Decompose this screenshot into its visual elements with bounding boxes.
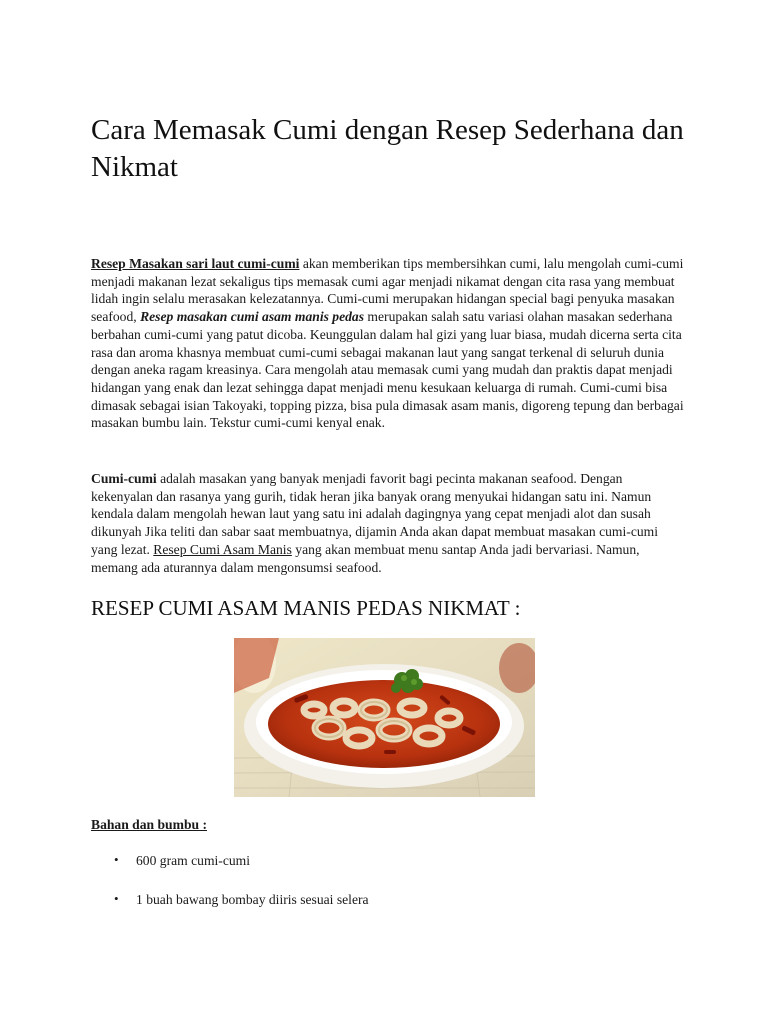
second-text-b: yang akan membuat menu santap Anda jadi bervariasi. Namun, memang ada aturannya dalam mengonsumsi seafood. [91,541,640,575]
ingredients-list [112,852,369,930]
intro-text-b: merupakan salah satu variasi olahan masakan sederhana berbahan cumi-cumi yang patut dicoba. Keunggulan dalam hal gizi yang luar biasa, mudah dicerna serta cita rasa dan aroma khasnya membuat cumi-cumi sebagai makanan laut yang sangat terkenal di seluruh dunia dengan aneka ragam kreasinya. Cara mengolah atau memasak cumi yang mudah dan praktis dapat menjadi hidangan yang enak dan lezat sehingga dapat menjadi menu kesukaan keluarga di rumah. Cumi-cumi bisa dimasak sebagai isian Takoyaki, topping pizza, bisa pula dimasak asam manis, digoreng tepung dan berbagai masakan bumbu lain. Tekstur cumi-cumi kenyal enak. [91,309,684,431]
second-paragraph [91,470,684,576]
list-item [112,891,369,908]
ingredient-text: 1 buah bawang bombay diiris sesuai selera [136,892,369,907]
recipe-link[interactable]: Resep Masakan sari laut cumi-cumi [91,256,300,271]
ingredient-text: 600 gram cumi-cumi [136,853,251,868]
cumi-asam-manis-link[interactable]: Resep Cumi Asam Manis [153,541,292,557]
squid-dish-photo [234,638,535,797]
ingredients-heading: Bahan dan bumbu : [91,817,207,832]
bullet-icon: • [114,891,119,906]
bullet-icon: • [114,852,119,867]
recipe-heading: RESEP CUMI ASAM MANIS PEDAS NIKMAT : [91,596,521,620]
intro-emphasis: Resep masakan cumi asam manis pedas [140,309,365,325]
second-bold: Cumi-cumi [91,471,157,486]
intro-text-a: akan memberikan tips membersihkan cumi, lalu mengolah cumi-cumi menjadi makanan lezat sekaligus tips memasak cumi agar menjadi nikamat dengan cita rasa yang membuat lidah ingin selalu merasakan kelezatannya. Cumi-cumi merupakan hidangan special bagi penyuka masakan seafood, [91,256,684,325]
second-text-a: adalah masakan yang banyak menjadi favorit bagi pecinta makanan seafood. Dengan kekenyalan dan rasanya yang gurih, tidak heran jika banyak orang menyukai hidangan satu ini. Namun kendala dalam mengolah hewan laut yang satu ini adalah dagingnya yang cepat menjadi alot dan susah dikunyah Jika teliti dan sabar saat membuatnya, dijamin Anda akan dapat membuat masakan cumi-cumi yang lezat. [91,471,658,557]
intro-paragraph [91,255,684,432]
list-item [112,852,369,869]
article-title: Cara Memasak Cumi dengan Resep Sederhana dan Nikmat [91,114,684,183]
